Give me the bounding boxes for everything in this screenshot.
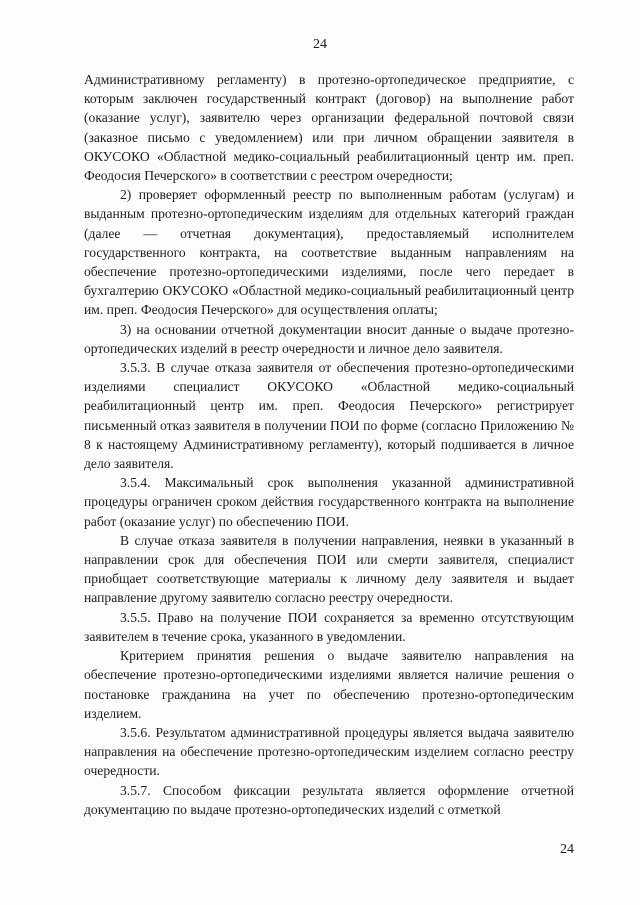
paragraph-3-5-3: 3.5.3. В случае отказа заявителя от обеспечения протезно-ортопедическими изделиями специалист ОКУСОКО «Областной медико-социальный реабилитационный центр им. преп. Феодосия Печерского» регистрирует письменный отказ заявителя в получении ПОИ по форме (согласно Приложению № 8 к настоящему Административному регламенту), который подшивается в личное дело заявителя.: [84, 360, 574, 472]
paragraph-refusal: В случае отказа заявителя в получении направления, неявки в указанный в направлении срок для обеспечения ПОИ или смерти заявителя, специалист приобщает соответствующие материалы к личному делу заявителя и выдает направление другому заявителю согласно реестру очередности.: [84, 532, 574, 606]
paragraph-criterion: Критерием принятия решения о выдаче заявителю направления на обеспечение протезно-ортопедическими изделиями является наличие решения о постановке гражданина на учет по обеспечению протезно-ортопедическим изделием.: [84, 648, 574, 721]
page-number-top: 24: [313, 37, 327, 52]
paragraph-item-3: 3) на основании отчетной документации вносит данные о выдаче протезно-ортопедических изделий в реестр очередности и личное дело заявителя.: [84, 321, 574, 356]
document-body: [84, 70, 574, 819]
paragraph-continuation: Административному регламенту) в протезно-ортопедическое предприятие, с которым заключен государственный контракт (договор) на выполнение работ (оказание услуг), заявителю через организации федеральной почтовой связи (заказное письмо с уведомлением) или при личном обращении заявителя в ОКУСОКО «Областной медико-социальный реабилитационный центр им. преп. Феодосия Печерского» в соответствии с реестром очередности;: [84, 72, 574, 184]
paragraph-3-5-7: 3.5.7. Способом фиксации результата является оформление отчетной документацию по выдаче протезно-ортопедических изделий с отметкой: [84, 782, 574, 817]
page-number-bottom: 24: [560, 842, 574, 857]
paragraph-3-5-6: 3.5.6. Результатом административной процедуры является выдача заявителю направления на обеспечение протезно-ортопедическим изделием согласно реестру очередности.: [84, 724, 574, 779]
paragraph-3-5-5: 3.5.5. Право на получение ПОИ сохраняется за временно отсутствующим заявителем в течение срока, указанного в уведомлении.: [84, 609, 574, 644]
paragraph-item-2: 2) проверяет оформленный реестр по выполненным работам (услугам) и выданным протезно-ортопедическим изделиям для отдельных категорий граждан (далее — отчетная документация), предоставляемый исполнителем государственного контракта, на соответствие выданным направлениям на обеспечение протезно-ортопедическими изделиями, после чего передает в бухгалтерию ОКУСОКО «Областной медико-социальный реабилитационный центр им. преп. Феодосия Печерского» для осуществления оплаты;: [84, 187, 574, 318]
paragraph-3-5-4: 3.5.4. Максимальный срок выполнения указанной административной процедуры ограничен сроком действия государственного контракта на выполнение работ (оказание услуг) по обеспечению ПОИ.: [84, 475, 574, 529]
